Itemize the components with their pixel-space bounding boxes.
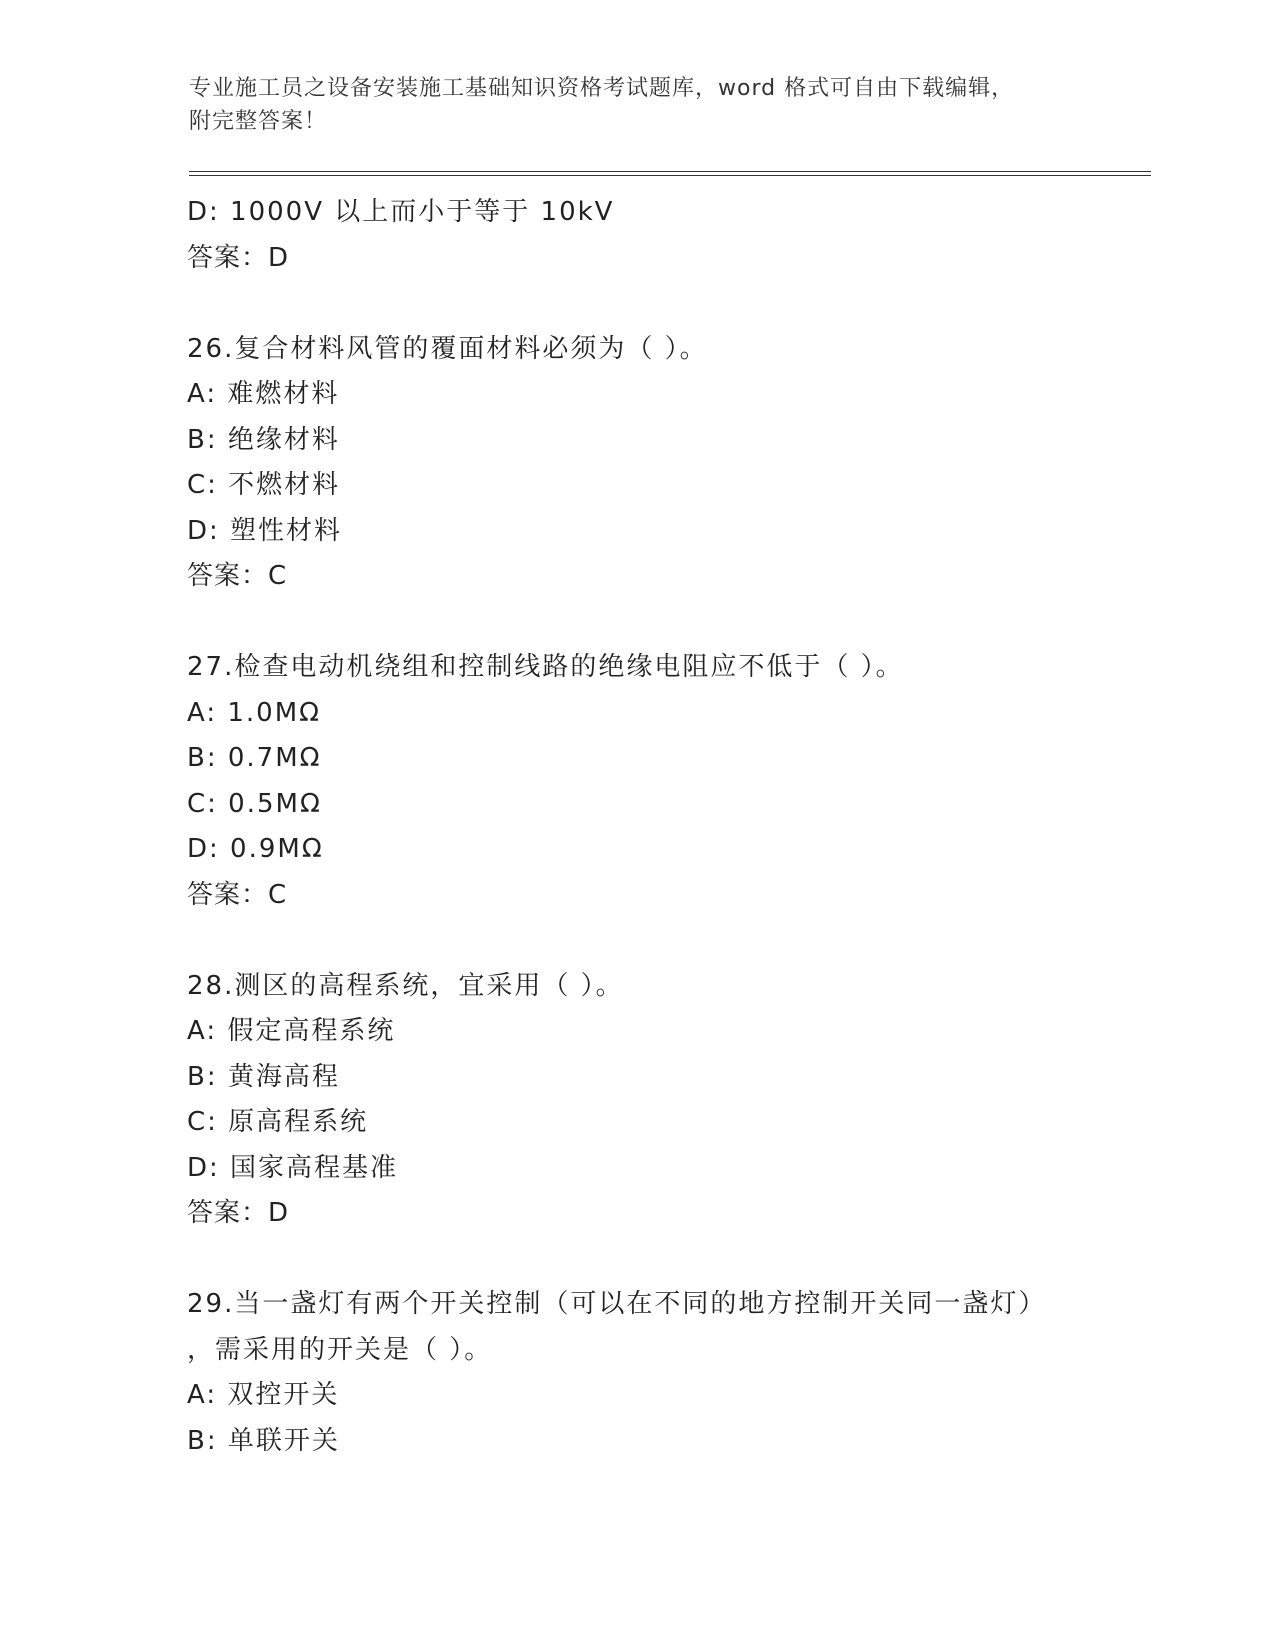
header-line-2: 附完整答案！: [189, 109, 328, 134]
spacer: [187, 281, 1147, 327]
option-b: B: 绝缘材料: [187, 424, 340, 455]
option-c: C: 0.5MΩ: [187, 788, 322, 819]
option-a: A: 1.0MΩ: [187, 697, 322, 728]
document-header: [189, 72, 1089, 138]
question-26: [187, 327, 1147, 600]
option-d: D: 1000V 以上而小于等于 10kV: [187, 197, 615, 227]
option-a: A: 假定高程系统: [187, 1016, 396, 1046]
option-a: A: 难燃材料: [187, 379, 340, 409]
option-a: A: 双控开关: [187, 1380, 340, 1410]
option-c: C: 不燃材料: [187, 470, 341, 500]
option-b: B: 单联开关: [187, 1425, 340, 1456]
option-d: D: 塑性材料: [187, 515, 343, 546]
option-d: D: 0.9MΩ: [187, 834, 324, 864]
question-stem: 28.测区的高程系统，宜采用（ ）。: [187, 970, 624, 1001]
answer: 答案：D: [187, 1198, 290, 1228]
question-29: [187, 1282, 1147, 1464]
spacer: [187, 600, 1147, 646]
header-line-1: 专业施工员之设备安装施工基础知识资格考试题库，word 格式可自由下载编辑，: [189, 76, 1015, 101]
continued-question-25: [187, 190, 1147, 281]
option-b: B: 0.7MΩ: [187, 743, 322, 773]
question-stem: 26.复合材料风管的覆面材料必须为（ ）。: [187, 333, 708, 364]
spacer: [187, 1237, 1147, 1283]
option-d: D: 国家高程基准: [187, 1152, 399, 1183]
option-c: C: 原高程系统: [187, 1107, 369, 1137]
header-divider-bottom: [189, 175, 1151, 176]
spacer: [187, 918, 1147, 964]
answer: 答案：D: [187, 242, 290, 273]
question-stem-continued: ，需采用的开关是（ ）。: [187, 1334, 493, 1365]
question-content: [187, 190, 1147, 1464]
question-stem: 29.当一盏灯有两个开关控制（可以在不同的地方控制开关同一盏灯）: [187, 1289, 1047, 1319]
option-b: B: 黄海高程: [187, 1061, 340, 1092]
question-27: [187, 645, 1147, 918]
header-divider-top: [189, 171, 1151, 172]
answer: 答案：C: [187, 879, 288, 910]
question-stem: 27.检查电动机绕组和控制线路的绝缘电阻应不低于（ ）。: [187, 652, 904, 682]
question-28: [187, 964, 1147, 1237]
answer: 答案：C: [187, 561, 288, 591]
